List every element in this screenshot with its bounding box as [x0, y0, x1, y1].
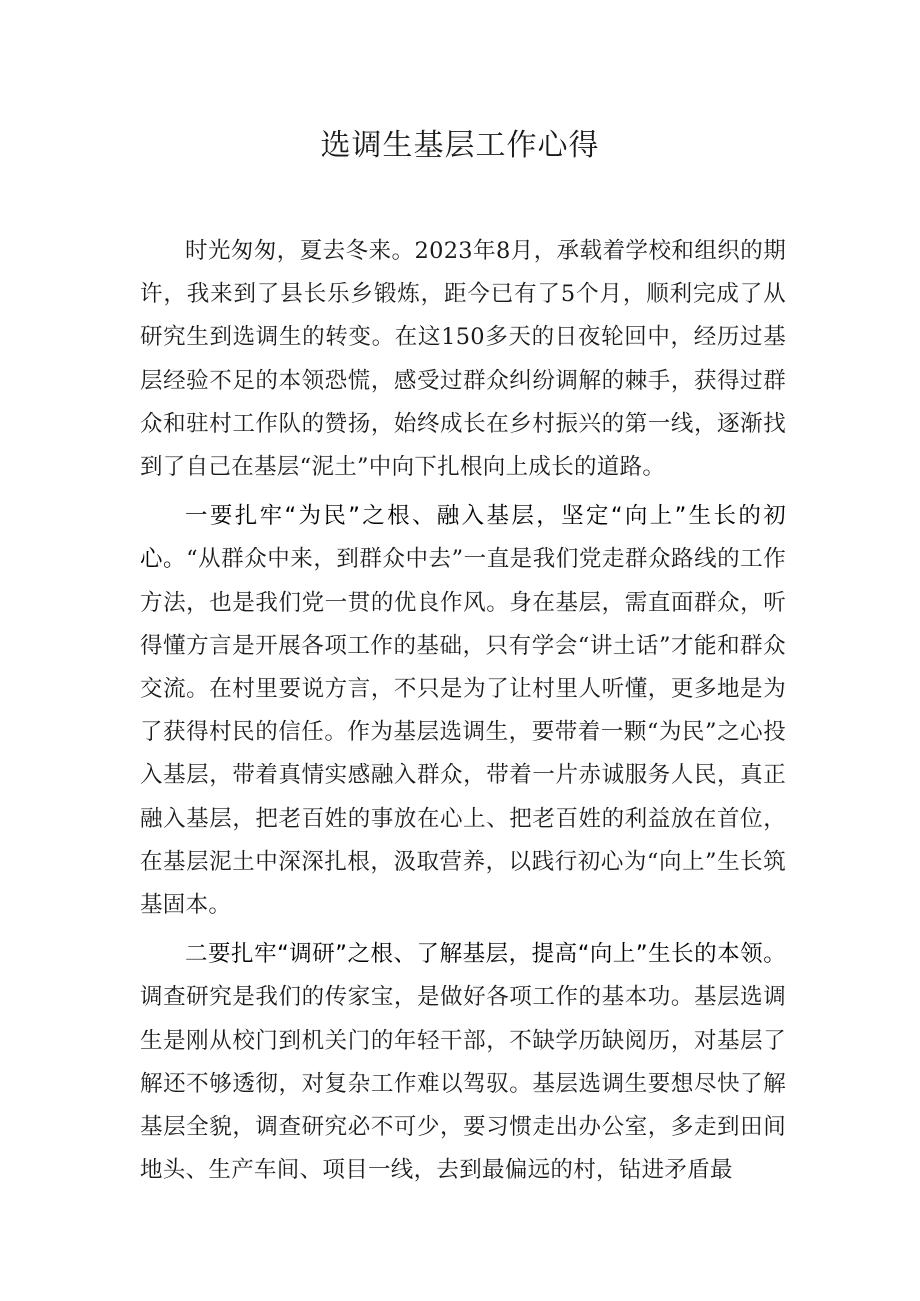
paragraph-section-one — [140, 495, 786, 927]
paragraph-text: 时光匆匆，夏去冬来。2023年8月，承载着学校和组织的期许，我来到了县长乐乡锻炼，距今已有了5个月，顺利完成了从研究生到选调生的转变。在这150多天的日夜轮回中，经历过基层经验不足的本领恐慌，感受过群众纠纷调解的棘手，获得过群众和驻村工作队的赞扬，始终成长在乡村振兴的第一线，逐渐找到了自己在基层“泥土”中向下扎根向上成长的道路。 — [140, 238, 786, 481]
paragraph-text: “从群众中来，到群众中去”一直是我们党走群众路线的工作方法，也是我们党一贯的优良作风。身在基层，需直面群众，听得懂方言是开展各项工作的基础，只有学会“讲土话”才能和群众交流。在村里要说方言，不只是为了让村里人听懂，更多地是为了获得村民的信任。作为基层选调生，要带着一颗“为民”之心投入基层，带着真情实感融入群众，带着一片赤诚服务人民，真正融入基层，把老百姓的事放在心上、把老百姓的利益放在首位，在基层泥土中深深扎根，汲取营养，以践行初心为“向上”生长筑基固本。 — [140, 546, 786, 919]
document-body — [140, 230, 786, 1192]
document-title: 选调生基层工作心得 — [320, 128, 600, 163]
paragraph-intro — [140, 230, 786, 489]
paragraph-section-two — [140, 933, 786, 1192]
section-heading: 一要扎牢“为民”之根、融入基层，坚定“向上”生长的初心。 — [140, 503, 786, 573]
paragraph-text: 调查研究是我们的传家宝，是做好各项工作的基本功。基层选调生是刚从校门到机关门的年轻干部，不缺学历缺阅历，对基层了解还不够透彻，对复杂工作难以驾驭。基层选调生要想尽快了解基层全貌，调查研究必不可少，要习惯走出办公室，多走到田间地头、生产车间、项目一线，去到最偏远的村，钻进矛盾最 — [140, 984, 786, 1184]
section-heading: 二要扎牢“调研”之根、了解基层，提高“向上”生长的本领。 — [185, 941, 786, 968]
